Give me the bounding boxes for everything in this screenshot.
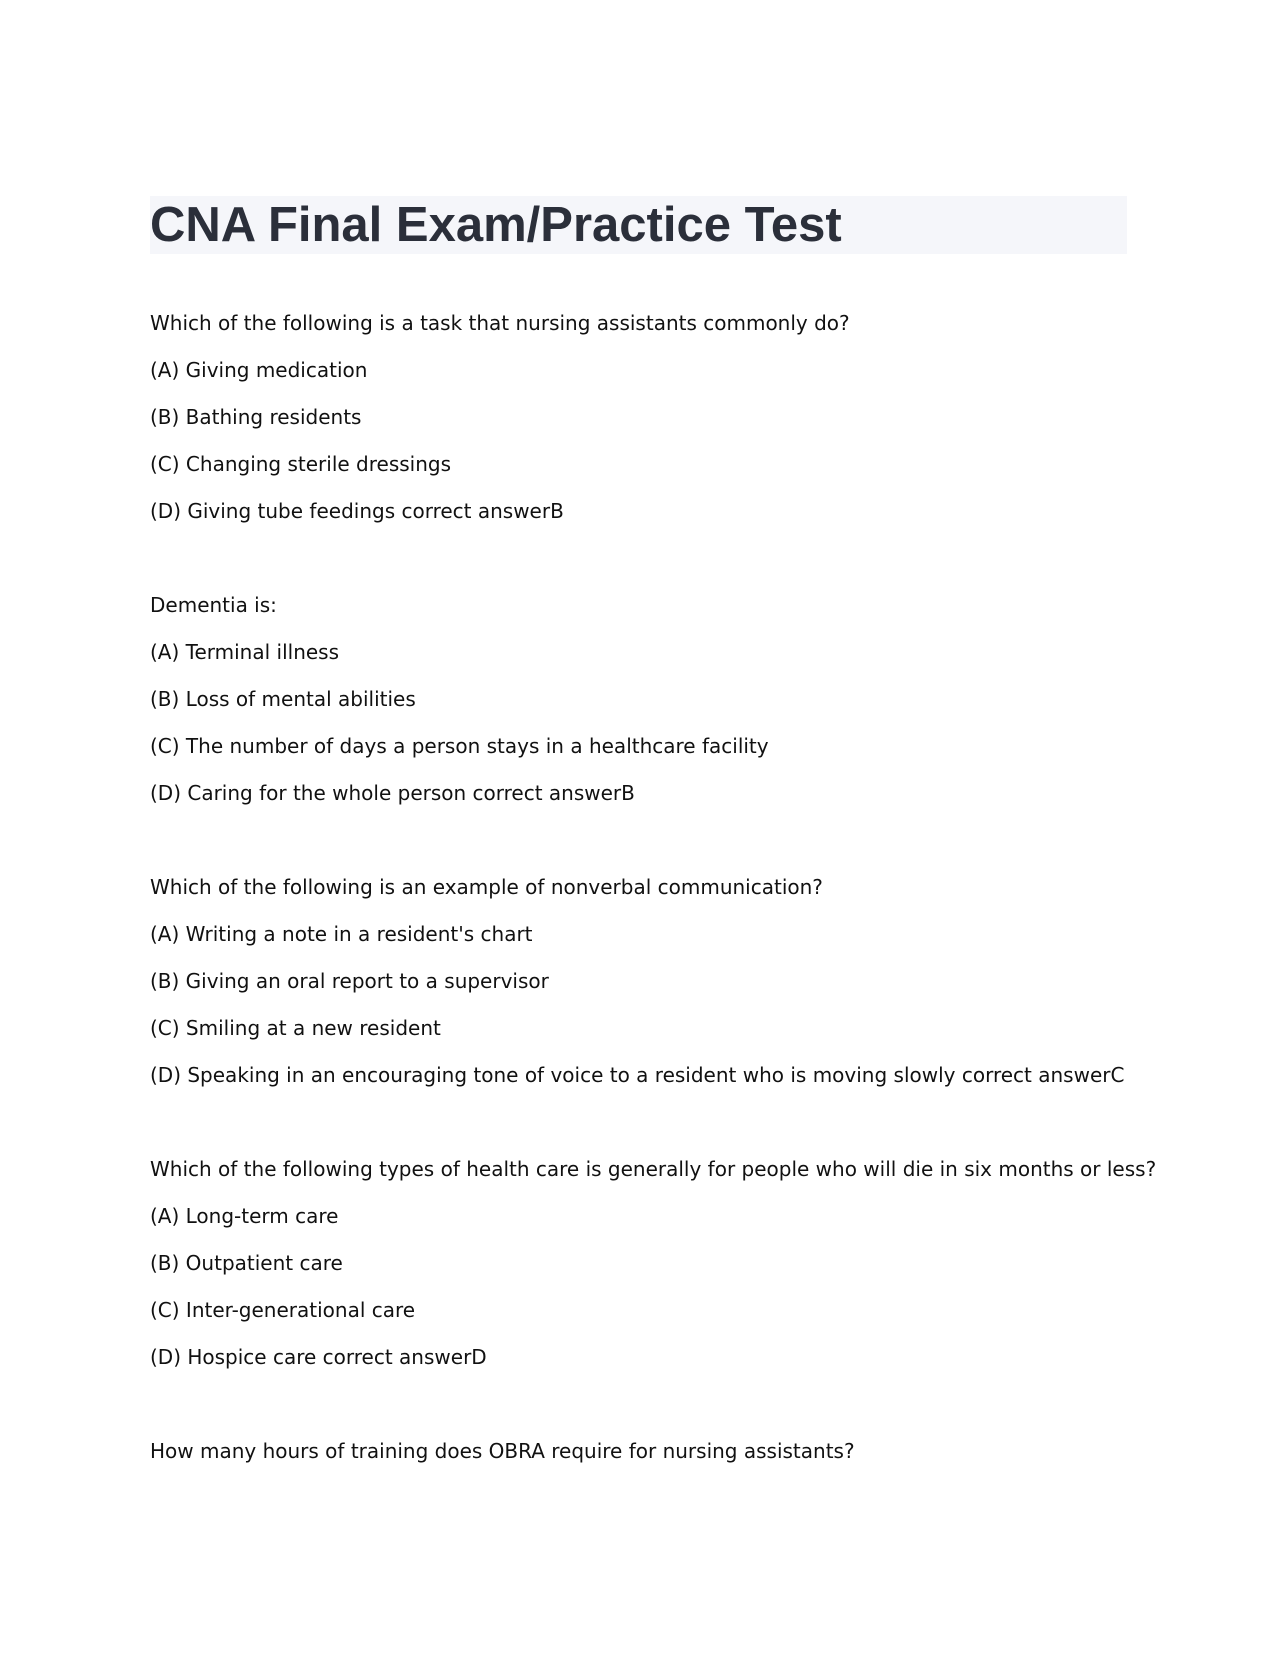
answer-option: (C) The number of days a person stays in a healthcare facility [150,734,769,758]
answer-option: (C) Smiling at a new resident [150,1016,441,1040]
question-text: Which of the following is a task that nursing assistants commonly do? [150,311,850,335]
question-block [150,1428,1150,1475]
answer-option: (D) Giving tube feedings correct answerB [150,499,564,523]
answer-option: (C) Changing sterile dressings [150,452,452,476]
spacer [150,1381,1150,1428]
question-block [150,582,1150,864]
spacer [150,817,1150,864]
answer-option: (A) Writing a note in a resident's chart [150,922,533,946]
question-block [150,300,1150,582]
spacer [150,535,1150,582]
answer-option: (A) Giving medication [150,358,368,382]
answer-option: (D) Caring for the whole person correct answerB [150,781,635,805]
question-block [150,1146,1157,1428]
answer-option: (D) Speaking in an encouraging tone of voice to a resident who is moving slowly correct answerC [150,1063,1125,1087]
answer-option: (B) Giving an oral report to a supervisor [150,969,549,993]
question-text: Which of the following is an example of nonverbal communication? [150,875,823,899]
spacer [150,1099,1150,1146]
answer-option: (B) Loss of mental abilities [150,687,416,711]
question-text: Dementia is: [150,593,277,617]
answer-option: (B) Outpatient care [150,1251,343,1275]
answer-option: (C) Inter-generational care [150,1298,416,1322]
answer-option: (A) Terminal illness [150,640,340,664]
question-text: How many hours of training does OBRA require for nursing assistants? [150,1439,855,1463]
answer-option: (B) Bathing residents [150,405,362,429]
answer-option: (A) Long-term care [150,1204,339,1228]
question-list [150,300,1157,1475]
question-block [150,864,1150,1146]
document-title: CNA Final Exam/Practice Test [150,198,842,252]
question-text: Which of the following types of health care is generally for people who will die in six months or less? [150,1157,1157,1181]
answer-option: (D) Hospice care correct answerD [150,1345,487,1369]
